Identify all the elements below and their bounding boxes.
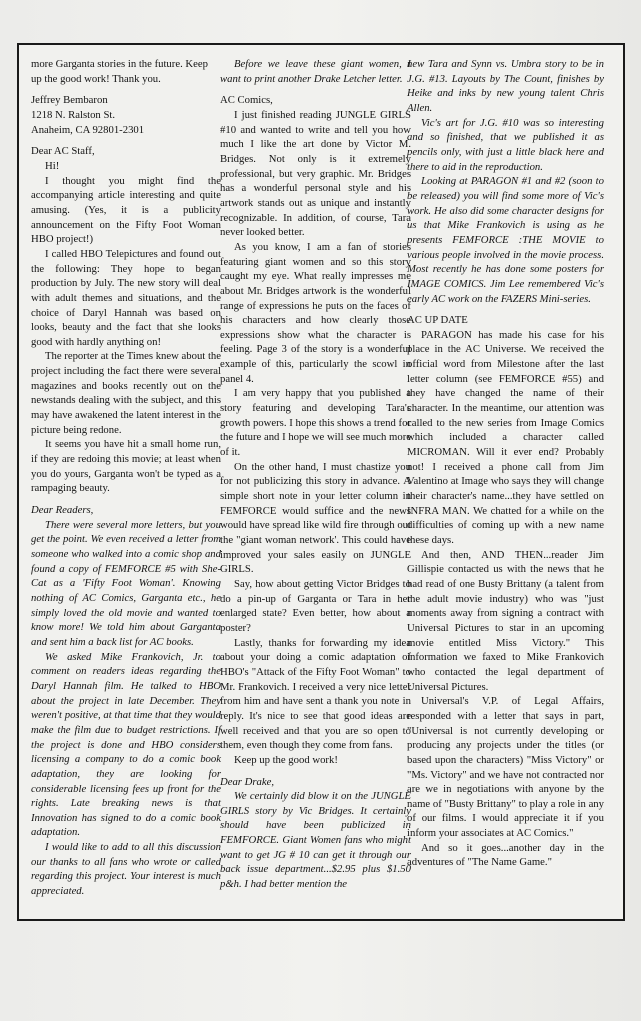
letter-close: more Garganta stories in the future. Keep up the good work! Thank you.: [31, 58, 208, 85]
letter-paragraph: On the other hand, I must chastize you for not publicizing this story in advance. A simple short note in your letter column in FEMFORCE would suffice and the news would have spread like wild fire through out the "giant woman network'. This could have improved your sales easily on JUNGLE GIRLS.: [220, 460, 411, 576]
sender-street: 1218 N. Ralston St.: [31, 108, 116, 121]
reply-paragraph: I would like to add to all this discussion our thanks to all fans who wrote or called regarding this project. Your interest is much appreciated.: [31, 841, 221, 898]
letter-paragraph: It seems you have hit a small home run, if they are redoing this movie; at least when you do yours, Garganta won't be typed as a rampaging beauty.: [31, 438, 221, 495]
reply-paragraph: There were several more letters, but you get the point. We even received a letter from someone who walked into a comic shop and found a copy of FEMFORCE #5 with She-Cat as a 'Fifty Foot Woman'. Knowing nothing of AC Comics, Garganta etc., he simply loved the old movie and wanted to know more! We told him about Garganta and sent him a back list for AC books.: [31, 518, 221, 648]
letter-salutation: Dear AC Staff,: [31, 145, 95, 158]
reply-paragraph: new Tara and Synn vs. Umbra story to be in J.G. #13. Layouts by The Count, finishes by Heike and inks by new young talent Chris Allen.: [407, 58, 604, 114]
letter-paragraph: I am very happy that you published a story featuring and developing Tara's growth powers. I hope this shows a trend for the future and I hope we will see much more of it.: [220, 387, 411, 459]
reply-paragraph: We certainly did blow it on the JUNGLE GIRLS story by Vic Bridges. It certainly should have been publicized in FEMFORCE. Giant Women fans who might want to get JG # 10 can get it through our back issue department...$2.95 plus $1.50 p&h. I had better mention the: [220, 790, 411, 891]
sender-name: Jeffrey Bembaron: [31, 94, 108, 107]
letter-paragraph: Lastly, thanks for forwarding my idea about your doing a comic adaptation of HBO's "Attack of the Fifty Foot Woman" to Mr. Frankovich. I received a very nice letter from him and have sent a thank you note in reply. It's nice to see that good ideas are well received and that you are so open to them, even though they come from fans.: [220, 636, 411, 752]
reply-paragraph: We asked Mike Frankovich, Jr. to comment on readers ideas regarding the Daryl Hannah film. He talked to HBO about the project in late December. They weren't positive, at that time that they would make the film due to budget restrictions. If the project is done and HBO considers licensing a company to do a comic book adaptation, they are looking for considerable licensing fees up front for the rights. Late breaking news is that Innovation has signed to do a comic book adaptation.: [31, 650, 221, 839]
letters-page-frame: [17, 43, 625, 921]
update-paragraph: And so it goes...another day in the adventures of "The Name Game.": [407, 841, 604, 869]
column-1: [31, 57, 221, 899]
update-paragraph: PARAGON has made his case for his place in the AC Universe. We received the official word from Milestone after the last letter column (see FEMFORCE #55) and they have changed the name of their character. In the meantime, our attention was called to the new series from Image Comics which included a character called MICROMAN. Will it ever end? Probably not! I received a phone call from Jim Valentino at Image who says they will change their character's name...they have settled on INFRA MAN. We chatted for a while on the difficulties of coming up with a new name these days.: [407, 328, 604, 546]
sender-city: Anaheim, CA 92801-2301: [31, 123, 145, 136]
section-heading: AC UP DATE: [407, 314, 468, 327]
reply-paragraph: Looking at PARAGON #1 and #2 (soon to be released) you will find some more of Vic's work. He also did some character designs for us that Mike Frankovich is using as he presents FEMFORCE :THE MOVIE to various people involved in the movie process. Most recently he has done some posters for IMAGE COMICS. Jim Lee remembered Vic's early AC work on the FAZERS Mini-series.: [407, 175, 604, 305]
letter-paragraph: I called HBO Telepictures and found out the following: They hope to began production by July. The new story will deal with adult themes and situations, and the choice of Daryl Hannah was based on looks, beauty and the fact that she looks good with hardly anything on!: [31, 247, 221, 348]
letter-paragraph: The reporter at the Times knew about the project including the fact there were several magazines and books recently out on the newstands dealing with the subject, and this may have awakened the latent interest in the picture being redone.: [31, 350, 222, 436]
letter-paragraph: Say, how about getting Victor Bridges to do a pin-up of Garganta or Tara in her enlarged state? Even better, how about a poster?: [220, 577, 411, 634]
reply-paragraph: Vic's art for J.G. #10 was so interesting and so finished, that we published it as pencils only, with just a little black here and there to aid in the reproduction.: [407, 116, 604, 173]
reply-salutation: Dear Readers,: [31, 504, 94, 517]
reply-salutation: Dear Drake,: [220, 775, 275, 788]
letter-greeting: Hi!: [45, 159, 60, 172]
letter-paragraph: As you know, I am a fan of stories featuring giant women and so this story caught my eye. What really impresses me about Mr. Bridges artwork is the wonderful range of expressions he puts on the faces of his characters and how clearly those expressions show what the character is feeling. Page 3 of the story is a wonderful example of this, particularly the scowl in panel 4.: [220, 240, 411, 385]
letter-paragraph: I just finished reading JUNGLE GIRLS #10 and wanted to write and tell you how much I like the art done by Victor M. Bridges. Not only is it extremely professional, but very graphic. Mr. Bridges has a wonderful personal style and his artwork stands out as unique and instantly recognizable. In addition, of course, Tara never looked better.: [220, 108, 411, 239]
column-2: [220, 57, 411, 892]
letter-signoff: Keep up the good work!: [234, 753, 338, 766]
update-paragraph: And then, AND THEN...reader Jim Gillispie contacted us with the news that he had read of one Busty Brittany (a talent from the adult movie industry) who was "just moments away from signing a contract with Universal Pictures to star in an upcoming movie entitled Miss Victory." This information we faxed to Mike Frankovich who contacted the legal department of Universal Pictures.: [407, 548, 604, 693]
update-paragraph: Universal's V.P. of Legal Affairs, responded with a letter that says in part, "Universal is not currently developing or producing any projects under the titles (or based upon the characters) "Miss Victory" or "Ms. Victory" and we have not contracted nor are we in negotiations with anyone by the name of "Busty Brittany" to play a role in any of our films. I would appreciate it if you inform your associates at AC Comics.": [407, 695, 604, 840]
column-3: [407, 57, 604, 870]
letter-paragraph: I thought you might find the accompanying article interesting and quite amusing. (Yes, it is a publicity announcement on the Fifty Foot Woman HBO project!): [31, 174, 221, 246]
editor-intro: Before we leave these giant women, I want to print another Drake Letcher letter.: [220, 58, 411, 85]
letter-salutation: AC Comics,: [220, 94, 273, 107]
